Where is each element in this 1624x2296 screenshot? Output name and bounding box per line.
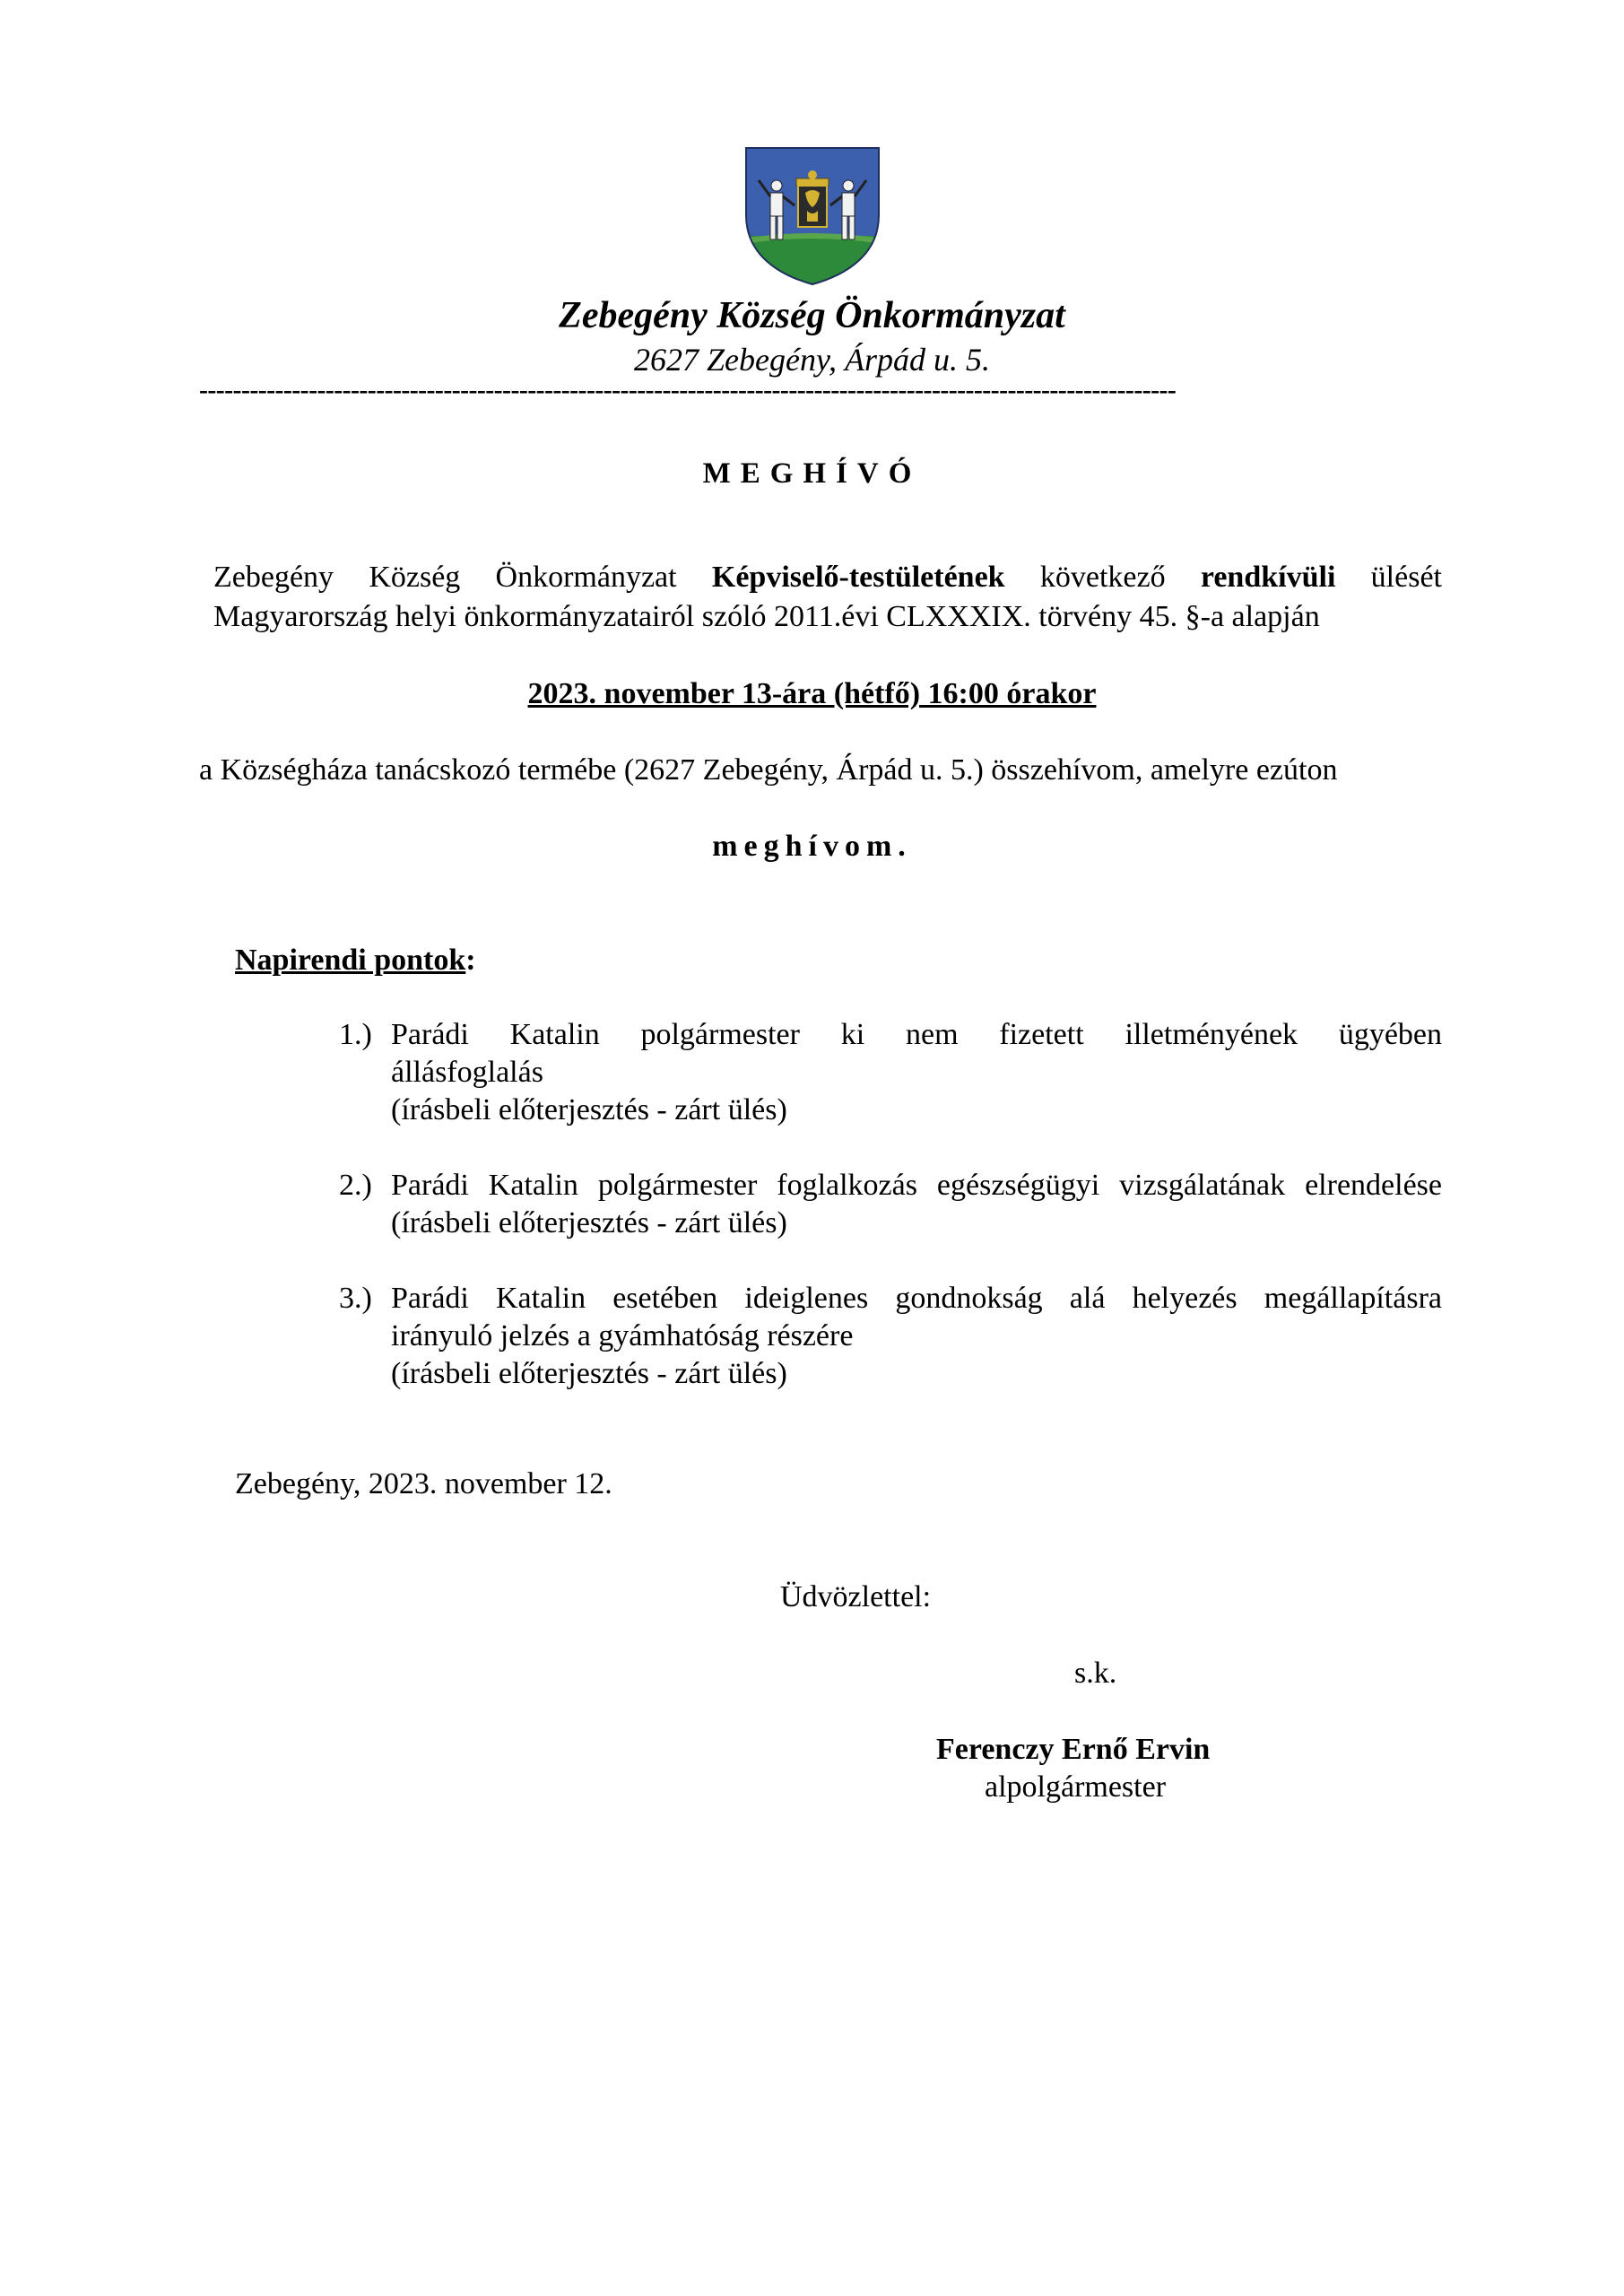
agenda-item-number: 2.)	[339, 1169, 372, 1202]
header-divider: --------------------------------------------------------------------------------------------------------------------	[199, 375, 1177, 402]
signer-name: Ferenczy Ernő Ervin	[936, 1733, 1211, 1766]
agenda-item-text: Parádi Katalin esetében ideiglenes gondnokság alá helyezés megállapításra	[391, 1282, 1442, 1315]
agenda-item-text-cont: állásfoglalás	[391, 1056, 543, 1089]
agenda-item-number: 3.)	[339, 1282, 372, 1315]
organization-name: Zebegény Község Önkormányzat	[559, 295, 1065, 336]
agenda-item-text: Parádi Katalin polgármester foglalkozás egészségügyi vizsgálatának elrendelése	[391, 1169, 1442, 1202]
agenda-heading: Napirendi pontok:	[235, 944, 476, 977]
agenda-item-text: Parádi Katalin polgármester ki nem fizetett illetményének ügyében	[391, 1018, 1442, 1051]
place-and-date: Zebegény, 2023. november 12.	[235, 1467, 612, 1500]
organization-address: 2627 Zebegény, Árpád u. 5.	[634, 342, 990, 378]
intro-line-2: Magyarország helyi önkormányzatairól szóló 2011.évi CLXXXIX. törvény 45. §-a alapján	[213, 600, 1320, 633]
greeting: Üdvözlettel:	[780, 1580, 932, 1613]
agenda-item	[339, 1167, 1442, 1242]
agenda-item-text-cont: irányuló jelzés a gyámhatóság részére	[391, 1319, 854, 1352]
agenda-item	[339, 1016, 1442, 1129]
document-title: MEGHÍVÓ	[702, 457, 922, 490]
agenda-item	[339, 1280, 1442, 1393]
agenda-item-note: (írásbeli előterjesztés - zárt ülés)	[391, 1206, 787, 1239]
intro-line-1: Zebegény Község Önkormányzat Képviselő-testületének következő rendkívüli ülését	[213, 561, 1442, 594]
coat-of-arms-icon	[737, 130, 888, 287]
agenda-item-number: 1.)	[339, 1018, 372, 1051]
signer-title: alpolgármester	[985, 1770, 1167, 1804]
meeting-datetime: 2023. november 13-ára (hétfő) 16:00 órakor	[527, 677, 1097, 710]
invitation-word: meghívom.	[712, 830, 912, 863]
agenda-item-note: (írásbeli előterjesztés - zárt ülés)	[391, 1357, 787, 1390]
agenda-item-note: (írásbeli előterjesztés - zárt ülés)	[391, 1093, 787, 1126]
meeting-place: a Községháza tanácskozó termébe (2627 Zebegény, Árpád u. 5.) összehívom, amelyre ezúton	[199, 753, 1338, 787]
signed-mark: s.k.	[1074, 1657, 1117, 1690]
